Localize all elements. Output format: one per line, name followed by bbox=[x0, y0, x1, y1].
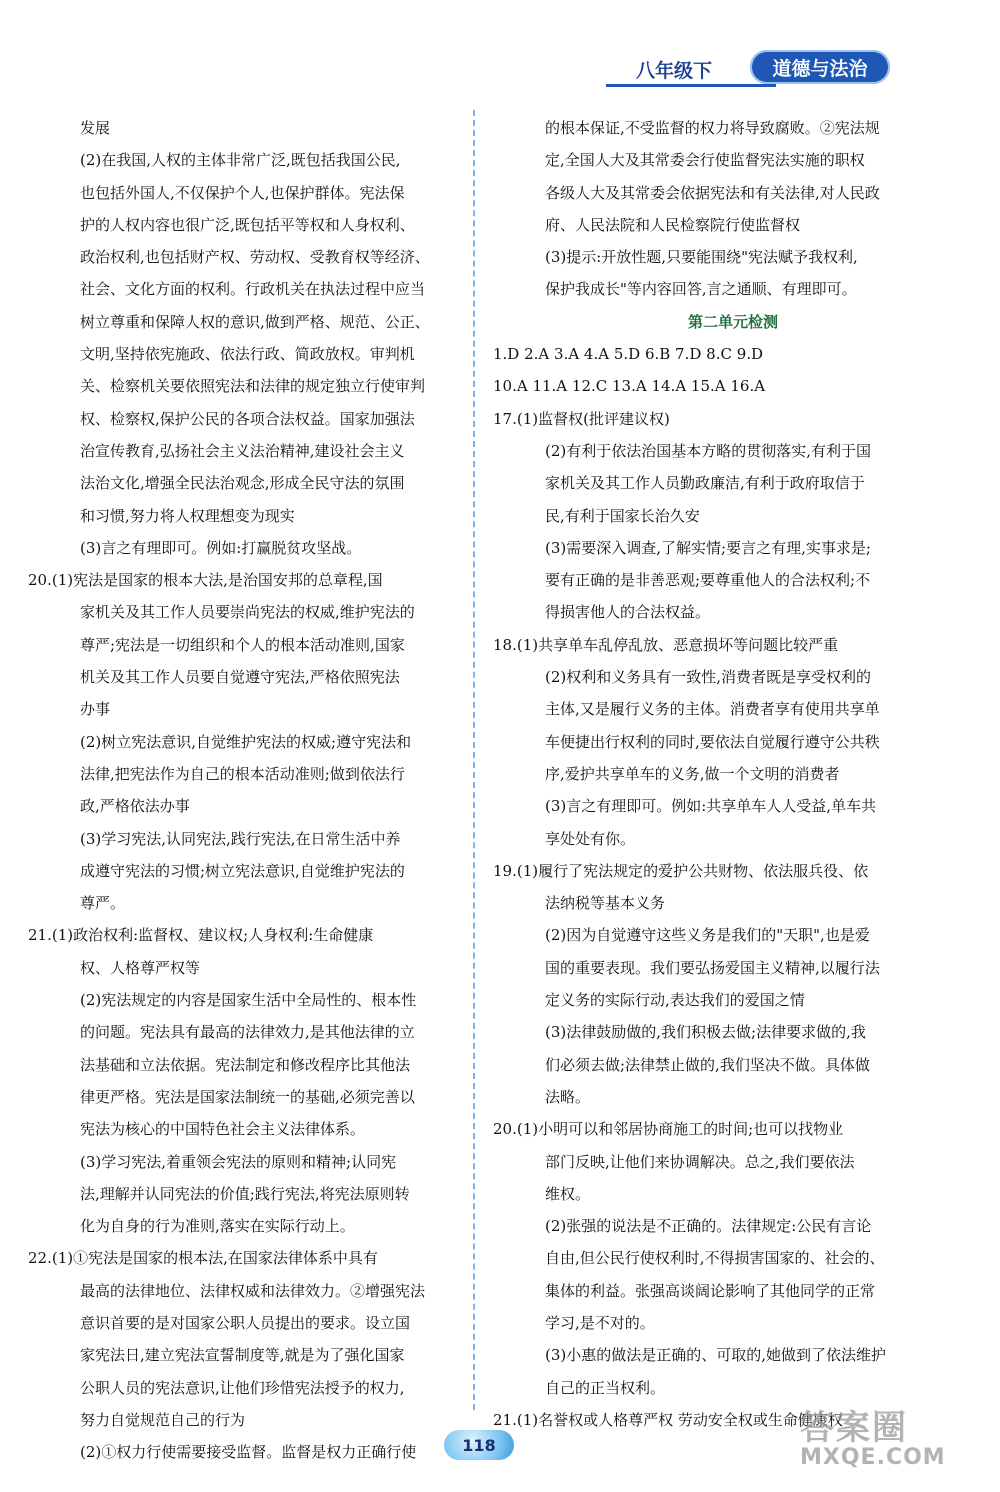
text-line: 护的人权内容也很广泛,既包括平等权和人身权利、 bbox=[80, 215, 415, 234]
text-line: 律更严格。宪法是国家法制统一的基础,必须完善以 bbox=[80, 1087, 415, 1106]
text-line: 学习,是不对的。 bbox=[545, 1313, 655, 1332]
text-line: (3)法律鼓励做的,我们积极去做;法律要求做的,我 bbox=[545, 1023, 866, 1042]
text-line: 17.(1)监督权(批评建议权) bbox=[493, 409, 670, 428]
right-column bbox=[493, 112, 933, 1436]
text-line: 成遵守宪法的习惯;树立宪法意识,自觉维护宪法的 bbox=[80, 861, 405, 880]
text-line: 1.D 2.A 3.A 4.A 5.D 6.B 7.D 8.C 9.D bbox=[493, 345, 764, 364]
text-line: 化为自身的行为准则,落实在实际行动上。 bbox=[80, 1217, 355, 1236]
text-line: 法纳税等基本义务 bbox=[545, 894, 666, 913]
text-line: 社会、文化方面的权利。行政机关在执法过程中应当 bbox=[80, 280, 426, 299]
grade-label: 八年级下 bbox=[636, 60, 713, 82]
text-line: 要有正确的是非善恶观;要尊重他人的合法权利;不 bbox=[545, 571, 871, 590]
text-line: 车便捷出行权利的同时,要依法自觉履行遵守公共秩 bbox=[545, 732, 880, 751]
text-line: 民,有利于国家长治久安 bbox=[545, 506, 700, 525]
text-line: 22.(1)①宪法是国家的根本法,在国家法律体系中具有 bbox=[28, 1249, 378, 1268]
watermark-url: MXQE.COM bbox=[800, 1445, 946, 1470]
watermark-logo bbox=[800, 1400, 980, 1480]
text-line: 家机关及其工作人员要崇尚宪法的权威,维护宪法的 bbox=[80, 603, 415, 622]
column-divider bbox=[473, 110, 475, 1410]
text-line: (3)言之有理即可。例如:打赢脱贫攻坚战。 bbox=[80, 538, 362, 557]
left-column bbox=[28, 112, 468, 1468]
text-line: 定义务的实际行动,表达我们的爱国之情 bbox=[545, 991, 805, 1010]
header-rule bbox=[606, 84, 776, 87]
text-line: 公职人员的宪法意识,让他们珍惜宪法授予的权力, bbox=[80, 1378, 405, 1397]
text-line: (2)树立宪法意识,自觉维护宪法的权威;遵守宪法和 bbox=[80, 732, 412, 751]
text-line: (3)小惠的做法是正确的、可取的,她做到了依法维护 bbox=[545, 1346, 887, 1365]
text-line: 办事 bbox=[80, 700, 111, 719]
text-line: 集体的利益。张强高谈阔论影响了其他同学的正常 bbox=[545, 1281, 876, 1300]
text-line: 的问题。宪法具有最高的法律效力,是其他法律的立 bbox=[80, 1023, 415, 1042]
text-line: 权、检察权,保护公民的各项合法权益。国家加强法 bbox=[80, 409, 415, 428]
text-line: 法略。 bbox=[545, 1087, 591, 1106]
text-line: (3)言之有理即可。例如:共享单车人人受益,单车共 bbox=[545, 797, 877, 816]
page-number: 118 bbox=[444, 1430, 514, 1460]
text-line: (2)有利于依法治国基本方略的贯彻落实,有利于国 bbox=[545, 441, 872, 460]
text-line: 家机关及其工作人员勤政廉洁,有利于政府取信于 bbox=[545, 474, 865, 493]
text-line: 法律,把宪法作为自己的根本活动准则;做到依法行 bbox=[80, 764, 405, 783]
text-line: 府、人民法院和人民检察院行使监督权 bbox=[545, 215, 801, 234]
text-line: 18.(1)共享单车乱停乱放、恶意损坏等问题比较严重 bbox=[493, 635, 839, 654]
text-line: 各级人大及其常委会依据宪法和有关法律,对人民政 bbox=[545, 183, 880, 202]
text-line: 定,全国人大及其常委会行使监督宪法实施的职权 bbox=[545, 151, 865, 170]
watermark-mark: 答案圈 bbox=[800, 1408, 908, 1448]
text-line: 最高的法律地位、法律权威和法律效力。②增强宪法 bbox=[80, 1281, 426, 1300]
text-line: 法治文化,增强全民法治观念,形成全民守法的氛围 bbox=[80, 474, 405, 493]
text-line: 机关及其工作人员要自觉遵守宪法,严格依照宪法 bbox=[80, 668, 400, 687]
text-line: 国的重要表现。我们要弘扬爱国主义精神,以履行法 bbox=[545, 958, 880, 977]
text-line: 得损害他人的合法权益。 bbox=[545, 603, 711, 622]
text-line: 树立尊重和保障人权的意识,做到严格、规范、公正、 bbox=[80, 312, 430, 331]
text-line: 意识首要的是对国家公职人员提出的要求。设立国 bbox=[80, 1313, 411, 1332]
text-line: (3)需要深入调查,了解实情;要言之有理,实事求是; bbox=[545, 538, 871, 557]
text-line: 们必须去做;法律禁止做的,我们坚决不做。具体做 bbox=[545, 1055, 870, 1074]
text-line: 部门反映,让他们来协调解决。总之,我们要依法 bbox=[545, 1152, 855, 1171]
text-line: (3)提示:开放性题,只要能围绕"宪法赋予我权利, bbox=[545, 248, 858, 267]
text-line: 序,爱护共享单车的义务,做一个文明的消费者 bbox=[545, 764, 840, 783]
text-line: 和习惯,努力将人权理想变为现实 bbox=[80, 506, 295, 525]
text-line: 19.(1)履行了宪法规定的爱护公共财物、依法服兵役、依 bbox=[493, 861, 869, 880]
text-line: 政治权利,也包括财产权、劳动权、受教育权等经济、 bbox=[80, 248, 430, 267]
text-line: 家宪法日,建立宪法宣誓制度等,就是为了强化国家 bbox=[80, 1346, 405, 1365]
text-line: 保护我成长"等内容回答,言之通顺、有理即可。 bbox=[545, 280, 857, 299]
text-line: 自由,但公民行使权利时,不得损害国家的、社会的、 bbox=[545, 1249, 885, 1268]
text-line: 维权。 bbox=[545, 1184, 591, 1203]
text-line: 21.(1)名誉权或人格尊严权 劳动安全权或生命健康权 bbox=[493, 1410, 843, 1429]
text-line: 关、检察机关要依照宪法和法律的规定独立行使审判 bbox=[80, 377, 426, 396]
text-line: 10.A 11.A 12.C 13.A 14.A 15.A 16.A bbox=[493, 377, 766, 396]
text-line: (2)张强的说法是不正确的。法律规定:公民有言论 bbox=[545, 1217, 872, 1236]
text-line: (2)宪法规定的内容是国家生活中全局性的、根本性 bbox=[80, 991, 417, 1010]
text-line: (2)①权力行使需要接受监督。监督是权力正确行使 bbox=[80, 1443, 417, 1462]
text-line: (2)权利和义务具有一致性,消费者既是享受权利的 bbox=[545, 668, 872, 687]
text-line: 权、人格尊严权等 bbox=[80, 958, 201, 977]
text-line: 宪法为核心的中国特色社会主义法律体系。 bbox=[80, 1120, 366, 1139]
text-line: 治宣传教育,弘扬社会主义法治精神,建设社会主义 bbox=[80, 441, 405, 460]
section-title: 第二单元检测 bbox=[687, 312, 778, 331]
text-line: (3)学习宪法,着重领会宪法的原则和精神;认同宪 bbox=[80, 1152, 397, 1171]
text-line: (3)学习宪法,认同宪法,践行宪法,在日常生活中养 bbox=[80, 829, 401, 848]
text-line: 文明,坚持依宪施政、依法行政、简政放权。审判机 bbox=[80, 345, 415, 364]
text-line: (2)因为自觉遵守这些义务是我们的"天职",也是爱 bbox=[545, 926, 870, 945]
text-line: 也包括外国人,不仅保护个人,也保护群体。宪法保 bbox=[80, 183, 405, 202]
subject-badge: 道德与法治 bbox=[750, 50, 890, 84]
text-line: 享处处有你。 bbox=[545, 829, 636, 848]
text-line: 20.(1)小明可以和邻居协商施工的时间;也可以找物业 bbox=[493, 1120, 844, 1139]
text-line: 20.(1)宪法是国家的根本大法,是治国安邦的总章程,国 bbox=[28, 571, 383, 590]
text-line: 尊严。 bbox=[80, 894, 126, 913]
text-line: (2)在我国,人权的主体非常广泛,既包括我国公民, bbox=[80, 151, 401, 170]
text-line: 21.(1)政治权利:监督权、建议权;人身权利:生命健康 bbox=[28, 926, 374, 945]
text-line: 主体,又是履行义务的主体。消费者享有使用共享单 bbox=[545, 700, 880, 719]
text-line: 努力自觉规范自己的行为 bbox=[80, 1410, 246, 1429]
text-line: 尊严;宪法是一切组织和个人的根本活动准则,国家 bbox=[80, 635, 405, 654]
text-line: 发展 bbox=[80, 119, 111, 137]
text-line: 政,严格依法办事 bbox=[80, 797, 190, 816]
text-line: 法基础和立法依据。宪法制定和修改程序比其他法 bbox=[80, 1055, 411, 1074]
text-line: 法,理解并认同宪法的价值;践行宪法,将宪法原则转 bbox=[80, 1184, 410, 1203]
text-line: 的根本保证,不受监督的权力将导致腐败。②宪法规 bbox=[545, 119, 880, 137]
text-line: 自己的正当权利。 bbox=[545, 1378, 666, 1397]
